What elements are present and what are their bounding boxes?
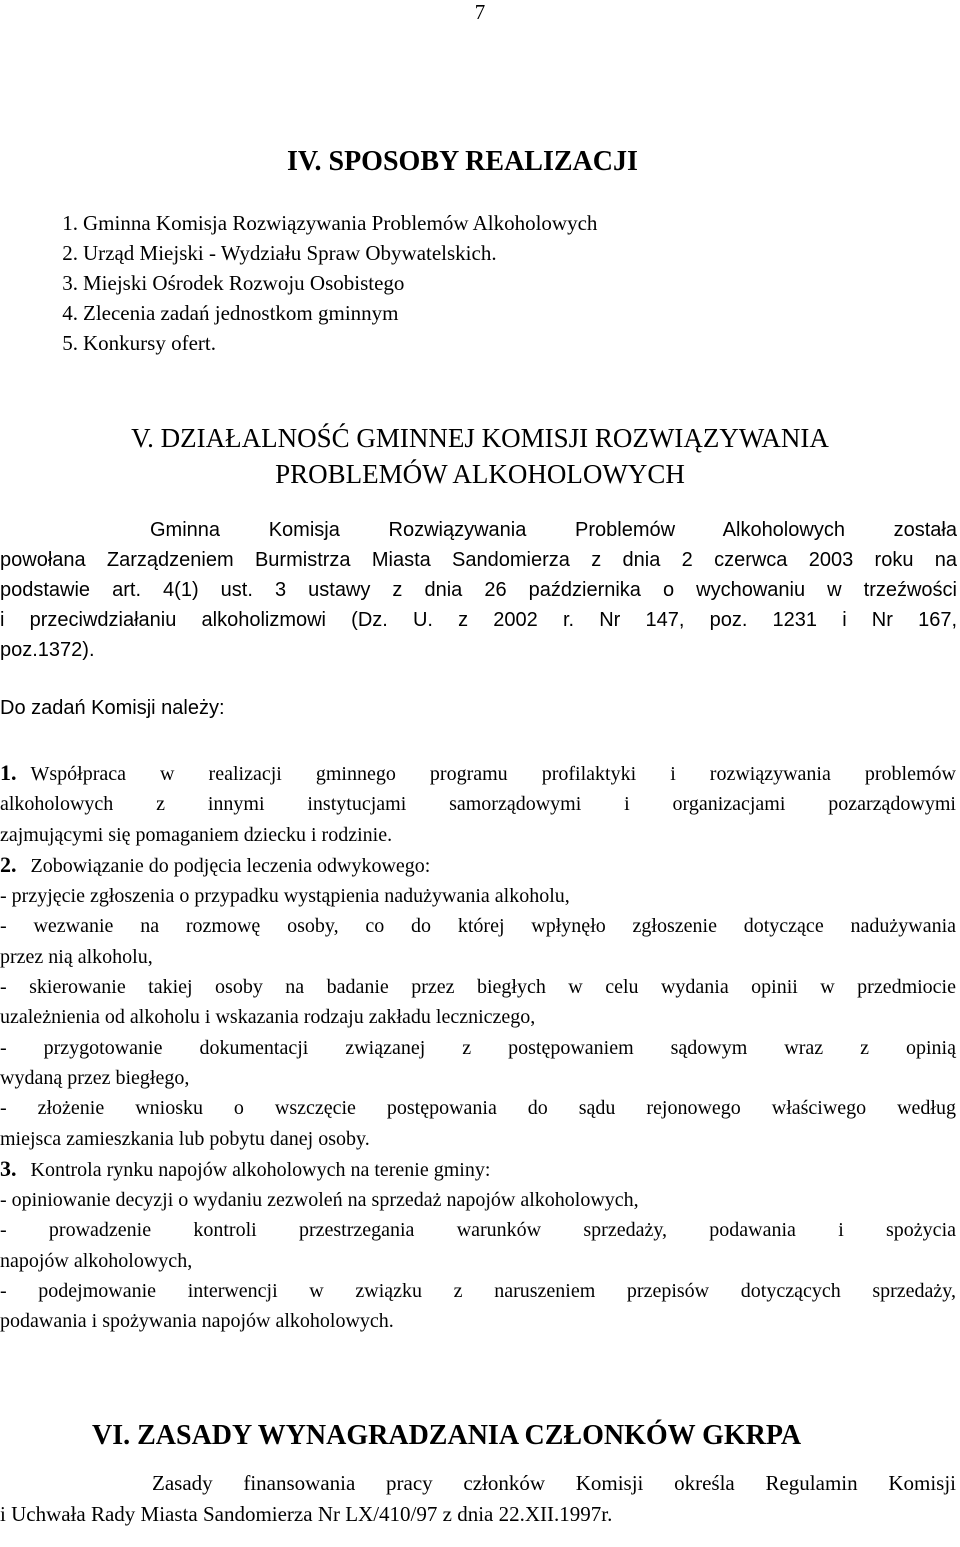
section-5-heading-line2: PROBLEMÓW ALKOHOLOWYCH	[275, 459, 685, 489]
duty-1-line: alkoholowych z innymi instytucjami samorządowymi i organizacjami pozarządowymi	[0, 793, 956, 816]
list-item: 5. Konkursy ofert.	[62, 331, 216, 355]
page-number: 7	[474, 0, 486, 24]
duty-3-line: - opiniowanie decyzji o wydaniu zezwoleń na sprzedaż napojów alkoholowych,	[0, 1189, 639, 1212]
section-5-intro	[0, 515, 957, 665]
duty-2-line: - przygotowanie dokumentacji związanej z postępowaniem sądowym wraz z opinią	[0, 1036, 956, 1059]
section-4-list	[38, 208, 597, 358]
duty-2-line: miejsca zamieszkania lub pobytu danej osoby.	[0, 1127, 370, 1150]
text-line: Gminna Komisja Rozwiązywania Problemów Alkoholowych została	[150, 519, 957, 541]
duty-2-line: - skierowanie takiej osoby na badanie przez biegłych w celu wydania opinii w przedmiocie	[0, 976, 956, 999]
duty-3-title: 3. Kontrola rynku napojów alkoholowych na terenie gminy:	[0, 1155, 491, 1181]
section-5-heading	[0, 420, 960, 492]
text-line: poz.1372).	[0, 639, 95, 661]
duty-number: 2.	[0, 851, 17, 877]
text-line: Zasady finansowania pracy członków Komisji określa Regulamin Komisji	[152, 1471, 956, 1495]
duty-2-line: - wezwanie na rozmowę osoby, co do której wpłynęło zgłoszenie dotyczące nadużywania	[0, 915, 956, 938]
text-line: i Uchwała Rady Miasta Sandomierza Nr LX/410/97 z dnia 22.XII.1997r.	[0, 1502, 613, 1526]
text-line: i przeciwdziałaniu alkoholizmowi (Dz. U. z 2002 r. Nr 147, poz. 1231 i Nr 167,	[0, 609, 957, 631]
duty-2-line: - złożenie wniosku o wszczęcie postępowania do sądu rejonowego właściwego według	[0, 1097, 956, 1120]
duty-2-line: wydaną przez biegłego,	[0, 1066, 190, 1089]
section-5-heading-line1: V. DZIAŁALNOŚĆ GMINNEJ KOMISJI ROZWIĄZYWANIA	[131, 423, 829, 453]
duty-3-line: - prowadzenie kontroli przestrzegania warunków sprzedaży, podawania i spożycia	[0, 1219, 956, 1242]
duty-3-line: podawania i spożywania napojów alkoholowych.	[0, 1310, 394, 1333]
duty-2-line: - przyjęcie zgłoszenia o przypadku wystąpienia nadużywania alkoholu,	[0, 885, 570, 908]
duties-list	[0, 758, 956, 1337]
duty-2-title: 2. Zobowiązanie do podjęcia leczenia odwykowego:	[0, 851, 431, 877]
list-item: 2. Urząd Miejski - Wydziału Spraw Obywatelskich.	[62, 241, 497, 265]
duties-label: Do zadań Komisji należy:	[0, 697, 225, 719]
section-6-text	[0, 1468, 956, 1530]
duty-3-line: napojów alkoholowych,	[0, 1249, 193, 1272]
duty-2-line: uzależnienia od alkoholu i wskazania rodzaju zakładu leczniczego,	[0, 1006, 536, 1029]
section-4-heading: IV. SPOSOBY REALIZACJI	[287, 146, 638, 177]
list-item: 3. Miejski Ośrodek Rozwoju Osobistego	[62, 271, 405, 295]
section-6-heading: VI. ZASADY WYNAGRADZANIA CZŁONKÓW GKRPA	[92, 1420, 802, 1451]
duty-2-line: przez nią alkoholu,	[0, 945, 153, 968]
duty-1-line: zajmującymi się pomaganiem dziecku i rodzinie.	[0, 823, 393, 846]
duty-1-line: 1. Współpraca w realizacji gminnego programu profilaktyki i rozwiązywania problemów	[0, 760, 956, 785]
text-line: powołana Zarządzeniem Burmistrza Miasta Sandomierza z dnia 2 czerwca 2003 roku na	[0, 549, 957, 571]
text-line: podstawie art. 4(1) ust. 3 ustawy z dnia 26 października o wychowaniu w trzeźwości	[0, 579, 957, 601]
list-item: 4. Zlecenia zadań jednostkom gminnym	[62, 301, 399, 325]
duty-number: 3.	[0, 1155, 17, 1181]
list-item: 1. Gminna Komisja Rozwiązywania Problemów Alkoholowych	[62, 211, 598, 235]
duty-number: 1.	[0, 760, 17, 785]
duty-3-line: - podejmowanie interwencji w związku z naruszeniem przepisów dotyczących sprzedaży,	[0, 1280, 956, 1303]
